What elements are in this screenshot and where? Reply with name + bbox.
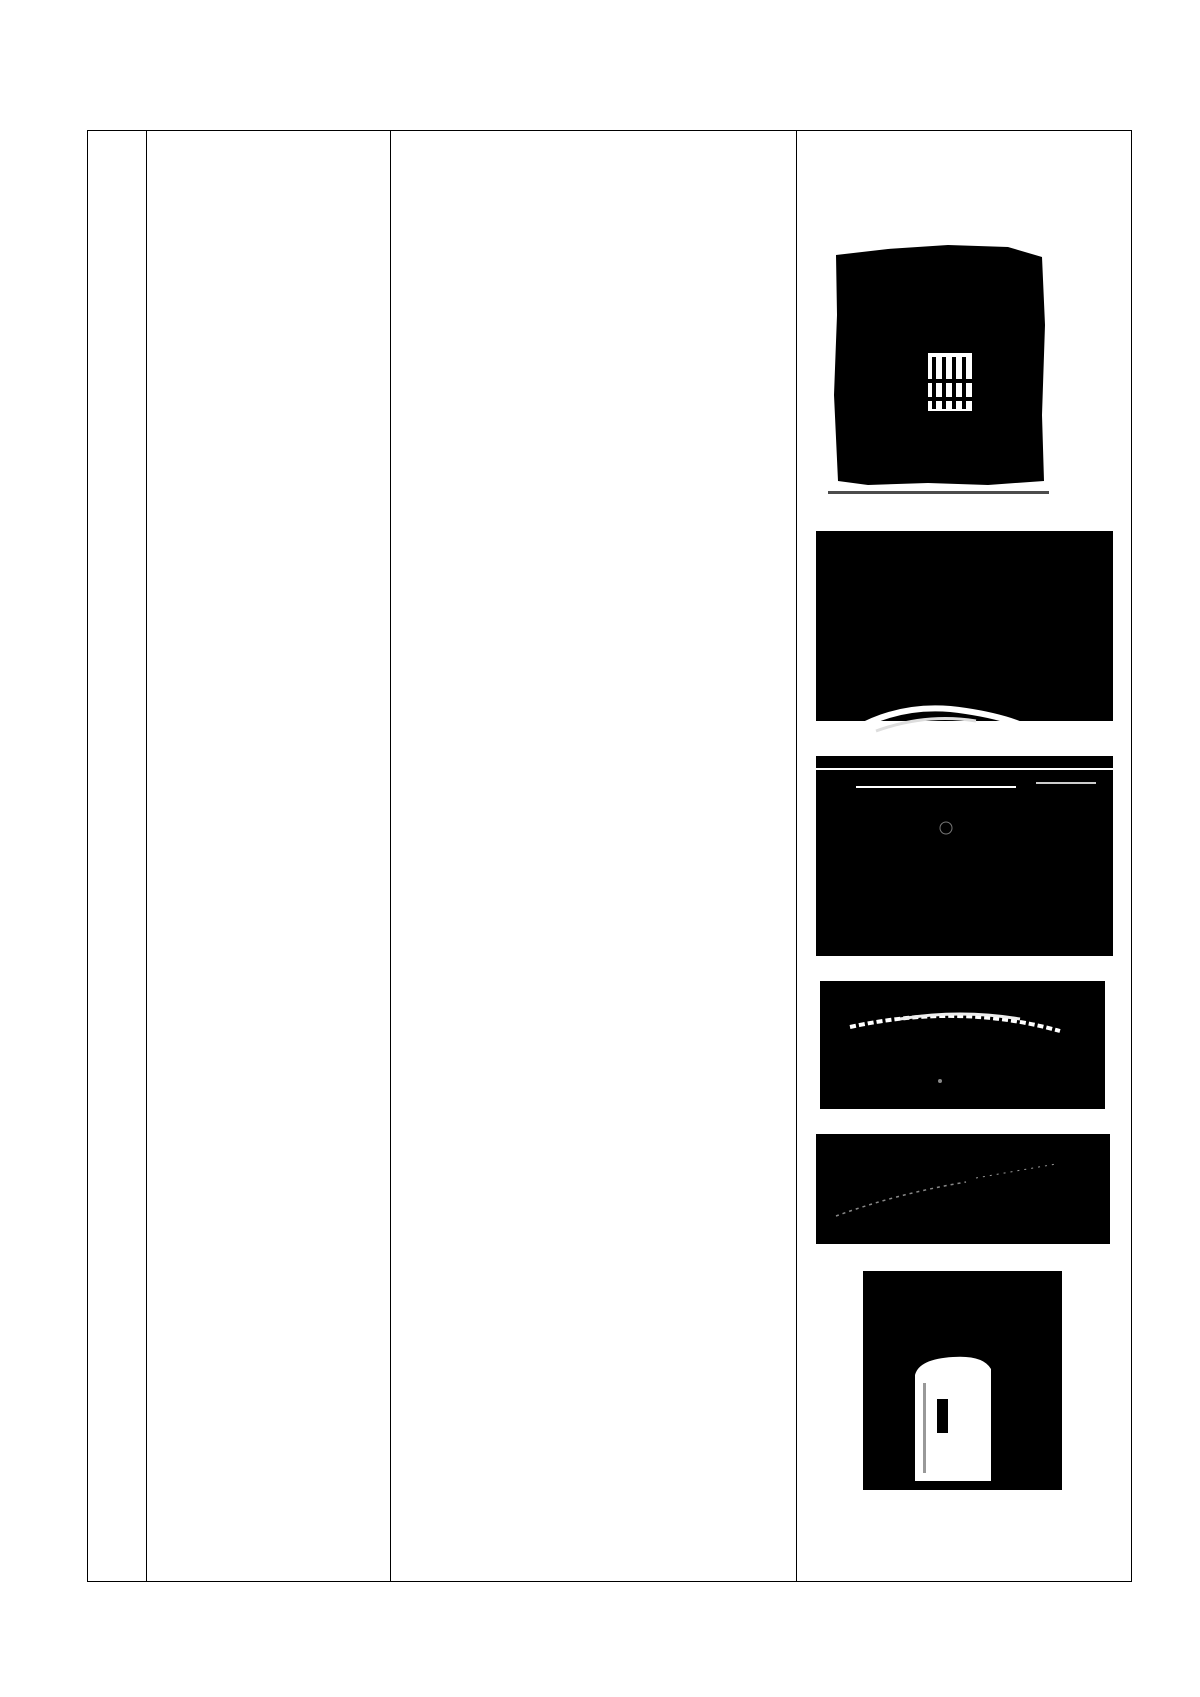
- column-divider-1: [146, 131, 147, 1581]
- column-divider-2: [390, 131, 391, 1581]
- photo-vault: [816, 531, 1113, 734]
- column-divider-3: [796, 131, 797, 1581]
- photo-gate: [828, 235, 1049, 499]
- photo-arch-soffit: [816, 1134, 1110, 1244]
- photo-inner-arch: [863, 1271, 1062, 1490]
- photo-vault-ceiling: [816, 756, 1113, 956]
- photo-arch-band: [820, 981, 1105, 1109]
- protected-object-table: [87, 130, 1132, 1582]
